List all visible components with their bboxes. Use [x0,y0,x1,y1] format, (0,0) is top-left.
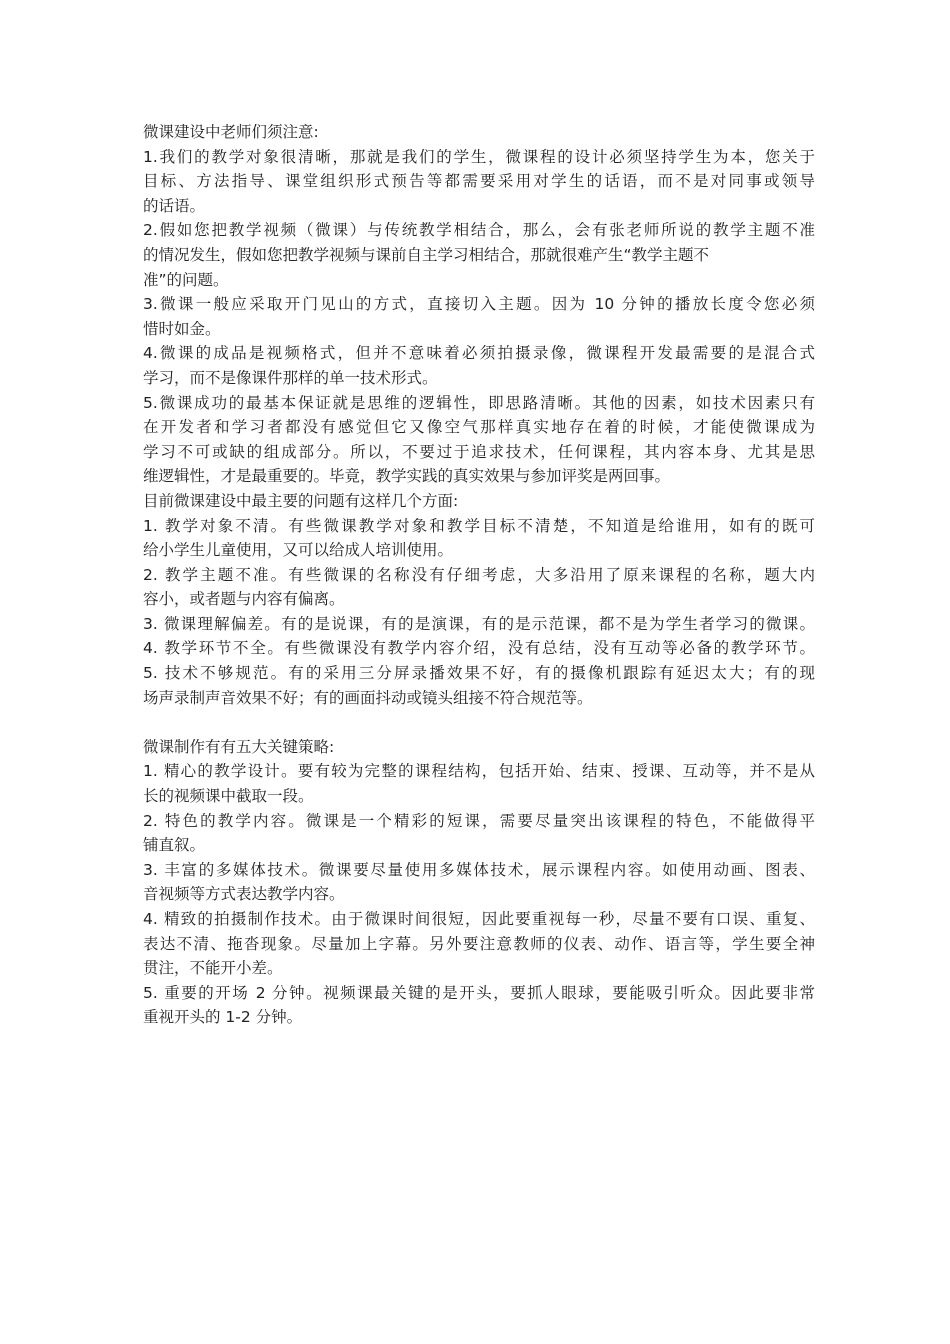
blank-line [143,710,815,735]
paragraph-line: 1.我们的教学对象很清晰，那就是我们的学生，微课程的设计必须坚持学生为本，您关于 [143,147,815,166]
paragraph-line: 2.假如您把教学视频（微课）与传统教学相结合，那么，会有张老师所说的教学主题不准 [143,221,815,240]
section-heading: 微课制作有有五大关键策略: [143,737,335,756]
section-heading: 微课建设中老师们须注意: [143,123,319,141]
section-heading: 目前微课建设中最主要的问题有这样几个方面: [143,491,459,510]
paragraph-line: 4.微课的成品是视频格式，但并不意味着必须拍摄录像，微课程开发最需要的是混合式 [143,344,815,363]
paragraph-line: 1. 教学对象不清。有些微课教学对象和教学目标不清楚，不知道是给谁用，如有的既可 [143,516,815,535]
list-item [143,218,815,292]
list-item [143,391,815,489]
paragraph-line: 维逻辑性，才是最重要的。毕竟，教学实践的真实效果与参加评奖是两回事。 [143,467,671,486]
paragraph-line: 在开发者和学习者都没有感觉但它又像空气那样真实地存在着的时候，才能使微课成为 [143,418,815,437]
list-item [143,292,815,341]
paragraph-line: 3. 丰富的多媒体技术。微课要尽量使用多媒体技术，展示课程内容。如使用动画、图表、 [143,860,815,879]
paragraph-line: 的话语。 [143,196,206,215]
paragraph-line: 的情况发生，假如您把教学视频与课前自主学习相结合，那就很难产生“教学主题不 [143,245,710,264]
list-item [143,145,815,219]
paragraph-line: 贯注，不能开小差。 [143,959,283,978]
document-body [143,120,815,1030]
paragraph-line: 给小学生儿童使用，又可以给成人培训使用。 [143,541,454,560]
list-item [143,907,815,981]
list-item [143,514,815,563]
list-item [143,612,815,637]
list-item [143,563,815,612]
paragraph-line: 4. 精致的拍摄制作技术。由于微课时间很短，因此要重视每一秒，尽量不要有口误、重复、 [143,910,815,928]
paragraph-line: 4. 教学环节不全。有些微课没有教学内容介绍，没有总结，没有互动等必备的教学环节。 [143,639,815,658]
paragraph-line: 学习不可或缺的组成部分。所以，不要过于追求技术，任何课程，其内容本身、尤其是思 [143,442,815,461]
list-item [143,636,815,661]
paragraph-line: 5.微课成功的最基本保证就是思维的逻辑性，即思路清晰。其他的因素，如技术因素只有 [143,393,815,412]
paragraph-line: 容小，或者题与内容有偏离。 [143,590,345,609]
paragraph-line: 2. 教学主题不准。有些微课的名称没有仔细考虑，大多沿用了原来课程的名称，题大内 [143,565,815,584]
paragraph-line: 长的视频课中截取一段。 [143,787,314,806]
paragraph-line: 铺直叙。 [143,836,206,855]
paragraph-line: 准”的问题。 [143,270,229,289]
list-item [143,858,815,907]
paragraph-line: 音视频等方式表达教学内容。 [143,885,345,904]
list-item [143,341,815,390]
list-item [143,661,815,710]
paragraph-line: 目标、方法指导、课堂组织形式预告等都需要采用对学生的话语，而不是对同事或领导 [143,172,815,191]
list-item [143,759,815,808]
paragraph-line: 学习，而不是像课件那样的单一技术形式。 [143,368,438,387]
paragraph-line: 3. 微课理解偏差。有的是说课，有的是演课，有的是示范课，都不是为学生者学习的微课。 [143,614,815,633]
paragraph-line: 5. 技术不够规范。有的采用三分屏录播效果不好，有的摄像机跟踪有延迟太大；有的现 [143,664,815,683]
paragraph-line: 1. 精心的教学设计。要有较为完整的课程结构，包括开始、结束、授课、互动等，并不是从 [143,762,815,781]
list-item [143,981,815,1030]
paragraph-line: 场声录制声音效果不好；有的画面抖动或镜头组接不符合规范等。 [143,688,593,707]
paragraph-line: 2. 特色的教学内容。微课是一个精彩的短课，需要尽量突出该课程的特色，不能做得平 [143,811,815,830]
paragraph-line: 5. 重要的开场 2 分钟。视频课最关键的是开头，要抓人眼球，要能吸引听众。因此要非常 [143,983,815,1002]
paragraph-line: 惜时如金。 [143,319,221,338]
paragraph-line: 3.微课一般应采取开门见山的方式，直接切入主题。因为 10 分钟的播放长度令您必须 [143,295,815,314]
paragraph-line: 重视开头的 1-2 分钟。 [143,1008,303,1027]
list-item [143,809,815,858]
paragraph-line: 表达不清、拖沓现象。尽量加上字幕。另外要注意教师的仪表、动作、语言等，学生要全神 [143,934,815,953]
